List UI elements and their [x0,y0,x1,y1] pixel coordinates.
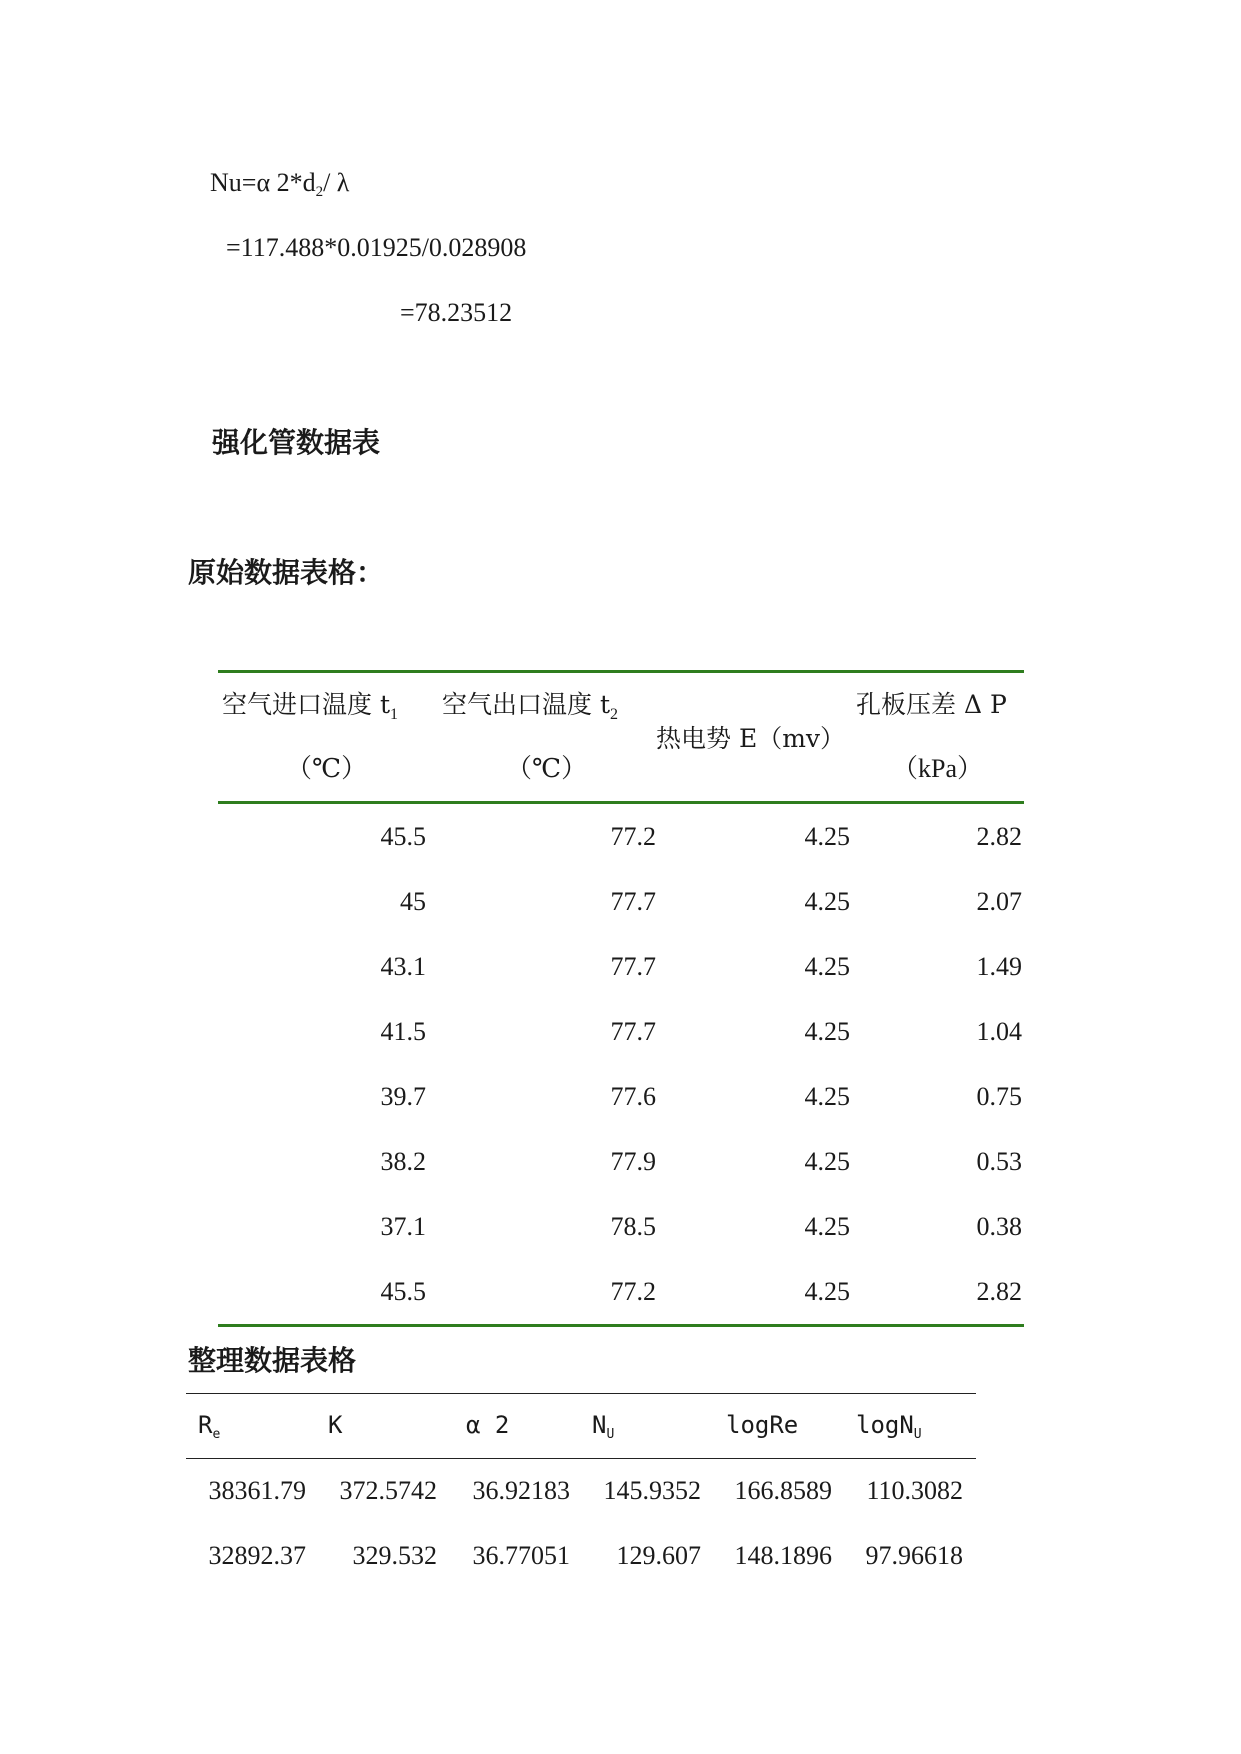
formula-line-3: =78.23512 [400,298,513,327]
raw-header-emf: 热电势 E（mv） [656,724,846,753]
raw-header-inlet-unit: （℃） [286,754,368,783]
raw-table-cell: 0.75 [976,1082,1022,1111]
section-title: 强化管数据表 [212,426,381,459]
formula-alpha: α 2*d [256,168,316,197]
raw-table-cell: 4.25 [804,1212,850,1241]
processed-table-cell: 166.8589 [734,1476,832,1505]
processed-table-cell: 148.1896 [734,1541,832,1570]
formula-line-2: =117.488*0.01925/0.028908 [226,233,527,262]
processed-table-header-rule [186,1458,976,1459]
raw-header-inlet-temp: 空气进口温度 $t_1$ [222,690,398,723]
raw-table-cell: 77.6 [610,1082,656,1111]
raw-table-cell: 41.5 [380,1017,426,1046]
raw-header-pressure-diff: 孔板压差 Δ P [856,690,1007,719]
raw-table-cell: 43.1 [380,952,426,981]
processed-table-top-rule [186,1393,976,1394]
raw-table-cell: 2.82 [976,1277,1022,1306]
processed-table-cell: 145.9352 [603,1476,701,1505]
raw-table-cell: 77.2 [610,1277,656,1306]
raw-table-cell: 77.7 [610,1017,656,1046]
raw-table-title: 原始数据表格： [188,556,385,589]
raw-table-cell: 2.82 [976,822,1022,851]
raw-table-cell: 0.53 [976,1147,1022,1176]
raw-table-cell: 37.1 [380,1212,426,1241]
raw-table-cell: 77.7 [610,952,656,981]
raw-table-cell: 39.7 [380,1082,426,1111]
processed-table-cell: 36.77051 [472,1541,570,1570]
raw-table-cell: 4.25 [804,822,850,851]
processed-header-cell: K [328,1411,343,1439]
raw-table-cell: 4.25 [804,952,850,981]
formula-nu: Nu= [210,168,257,197]
raw-header-outlet-temp: 空气出口温度 $t_2$ [442,690,618,723]
raw-table-cell: 0.38 [976,1212,1022,1241]
processed-table-cell: 110.3082 [866,1476,963,1505]
raw-table-cell: 77.9 [610,1147,656,1176]
formula-sub: 2 [315,184,324,200]
raw-table-header-rule [218,801,1024,804]
raw-table-cell: 4.25 [804,1277,850,1306]
processed-header-cell: α 2 [466,1411,510,1439]
raw-table-cell: 45.5 [380,1277,426,1306]
processed-table-cell: 32892.37 [208,1541,306,1570]
raw-table-cell: 45.5 [380,822,426,851]
processed-table-cell: 36.92183 [472,1476,570,1505]
processed-header-cell: $R_e$ [198,1411,221,1442]
raw-table-cell: 1.49 [976,952,1022,981]
raw-table-cell: 4.25 [804,1147,850,1176]
raw-table-cell: 77.2 [610,822,656,851]
processed-table-cell: 97.96618 [865,1541,963,1570]
formula-lambda: / λ [323,168,350,197]
processed-table-cell: 372.5742 [339,1476,437,1505]
raw-table-cell: 4.25 [804,1082,850,1111]
raw-table-cell: 2.07 [976,887,1022,916]
formula-line-1 [210,168,349,207]
processed-header-cell: $N_U$ [592,1411,615,1442]
processed-table-cell: 329.532 [352,1541,437,1570]
raw-table-cell: 78.5 [610,1212,656,1241]
raw-table-cell: 1.04 [976,1017,1022,1046]
raw-table-cell: 45 [400,887,426,916]
raw-header-pressure-unit: （kPa） [892,754,984,783]
raw-table-cell: 77.7 [610,887,656,916]
processed-header-cell: logRe [726,1411,799,1439]
processed-table-title: 整理数据表格 [188,1344,357,1377]
raw-header-outlet-unit: （℃） [506,754,588,783]
processed-table-cell: 129.607 [616,1541,701,1570]
raw-table-cell: 4.25 [804,1017,850,1046]
raw-table-cell: 4.25 [804,887,850,916]
raw-table-bottom-rule [218,1324,1024,1327]
raw-table-cell: 38.2 [380,1147,426,1176]
processed-table-cell: 38361.79 [208,1476,306,1505]
raw-table-top-rule [218,670,1024,673]
processed-header-cell: logN$_U$ [856,1411,922,1442]
